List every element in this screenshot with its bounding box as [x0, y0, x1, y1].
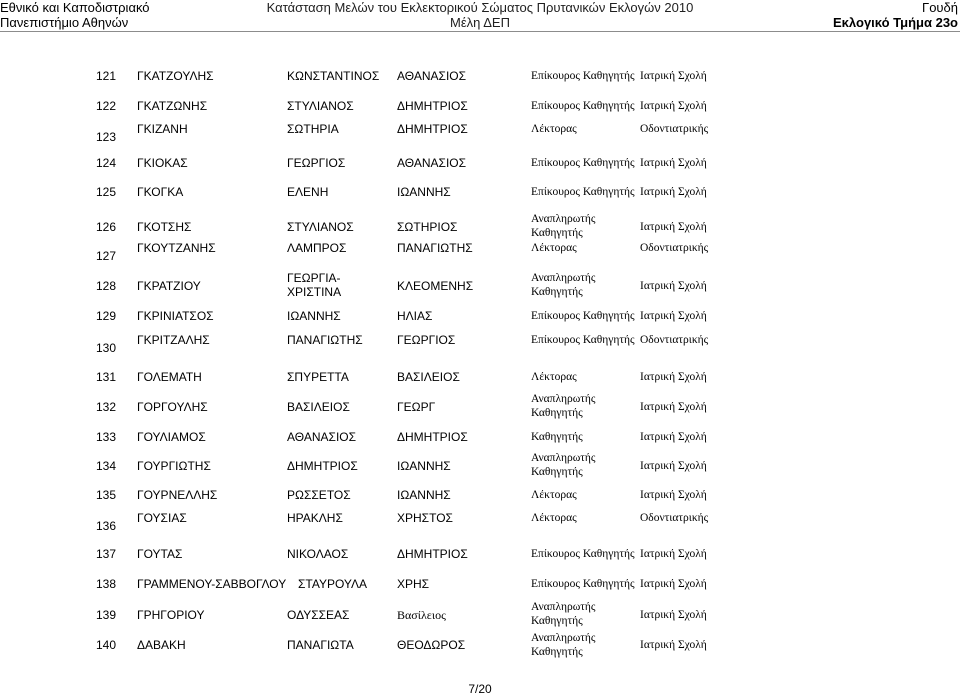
row-number: 138	[96, 577, 117, 591]
row-surname: ΓΚΑΤΖΟΥΛΗΣ	[137, 69, 214, 83]
page-header	[0, 0, 960, 30]
row-school: Ιατρική Σχολή	[640, 310, 707, 322]
row-surname: ΔΑΒΑΚΗ	[137, 638, 186, 652]
row-first-name: ΝΙΚΟΛΑΟΣ	[287, 547, 349, 561]
polling-station	[833, 0, 958, 30]
row-number: 134	[96, 459, 117, 473]
row-school: Ιατρική Σχολή	[640, 280, 707, 292]
row-rank: Επίκουρος Καθηγητής	[531, 100, 635, 112]
row-first-name: ΑΘΑΝΑΣΙΟΣ	[287, 430, 357, 444]
row-rank	[531, 271, 595, 299]
row-first-name: ΓΕΩΡΓΙΟΣ	[287, 156, 346, 170]
row-number: 140	[96, 638, 117, 652]
header-divider	[0, 31, 960, 32]
row-first-name: ΟΔΥΣΣΕΑΣ	[287, 608, 350, 622]
university-name-line1: Εθνικό και Καποδιστριακό	[0, 0, 150, 15]
row-rank: Επίκουρος Καθηγητής	[531, 186, 635, 198]
row-father-name: ΓΕΩΡΓΙΟΣ	[397, 333, 456, 347]
row-father-name: ΒΑΣΙΛΕΙΟΣ	[397, 370, 460, 384]
first-name-line2: ΧΡΙΣΤΙΝΑ	[287, 285, 342, 299]
row-first-name: ΚΩΝΣΤΑΝΤΙΝΟΣ	[287, 69, 380, 83]
row-school: Ιατρική Σχολή	[640, 221, 707, 233]
row-surname: ΓΚΟΤΣΗΣ	[137, 220, 192, 234]
row-first-name: ΙΩΑΝΝΗΣ	[287, 309, 341, 323]
row-surname: ΓΟΥΡΝΕΛΛΗΣ	[137, 488, 218, 502]
row-school: Ιατρική Σχολή	[640, 639, 707, 651]
row-rank: Επίκουρος Καθηγητής	[531, 70, 635, 82]
row-father-name: ΙΩΑΝΝΗΣ	[397, 185, 451, 199]
row-number: 122	[96, 99, 117, 113]
row-number: 127	[96, 249, 117, 263]
row-number: 128	[96, 279, 117, 293]
row-surname: ΓΚΙΟΚΑΣ	[137, 156, 188, 170]
row-school: Οδοντιατρικής	[640, 512, 709, 524]
row-rank	[531, 392, 595, 420]
row-surname: ΓΟΥΣΙΑΣ	[137, 511, 187, 525]
rank-line2: Καθηγητής	[531, 646, 583, 658]
rank-line1: Αναπληρωτής	[531, 632, 596, 644]
rank-line1: Αναπληρωτής	[531, 213, 596, 225]
document-title-line1: Κατάσταση Μελών του Εκλεκτορικού Σώματος Πρυτανικών Εκλογών 2010	[266, 0, 694, 15]
rank-line1: Αναπληρωτής	[531, 601, 596, 613]
row-rank: Λέκτορας	[531, 123, 577, 135]
row-surname: ΓΚΟΓΚΑ	[137, 185, 184, 199]
row-school: Ιατρική Σχολή	[640, 371, 707, 383]
row-father-name: ΚΛΕΟΜΕΝΗΣ	[397, 279, 474, 293]
row-father-name: ΓΕΩΡΓ	[397, 400, 436, 414]
row-surname: ΓΟΥΡΓΙΩΤΗΣ	[137, 459, 211, 473]
row-surname: ΓΟΛΕΜΑΤΗ	[137, 370, 202, 384]
row-first-name: ΛΑΜΠΡΟΣ	[287, 241, 347, 255]
row-number: 133	[96, 430, 117, 444]
row-school: Ιατρική Σχολή	[640, 460, 707, 472]
polling-station-section: Εκλογικό Τμήμα 23ο	[833, 15, 958, 30]
university-name-line2: Πανεπιστήμιο Αθηνών	[0, 15, 129, 30]
row-father-name: ΔΗΜΗΤΡΙΟΣ	[397, 122, 468, 136]
polling-station-location: Γουδή	[922, 0, 958, 15]
row-first-name: ΣΤΑΥΡΟΥΛΑ	[298, 577, 368, 591]
page-number: 7/20	[468, 682, 492, 696]
row-surname: ΓΚΡΑΤΖΙΟΥ	[137, 279, 201, 293]
row-first-name: ΕΛΕΝΗ	[287, 185, 329, 199]
row-father-name: ΧΡΗΣ	[397, 577, 430, 591]
row-father-name: ΑΘΑΝΑΣΙΟΣ	[397, 69, 467, 83]
rank-line2: Καθηγητής	[531, 466, 583, 478]
row-first-name: ΣΠΥΡΕΤΤΑ	[287, 370, 349, 384]
document-title	[0, 0, 960, 30]
row-number: 123	[96, 130, 117, 144]
row-school: Ιατρική Σχολή	[640, 186, 707, 198]
row-first-name: ΗΡΑΚΛΗΣ	[287, 511, 343, 525]
row-surname: ΓΚΟΥΤΖΑΝΗΣ	[137, 241, 216, 255]
row-surname: ΓΟΥΛΙΑΜΟΣ	[137, 430, 206, 444]
row-father-name: ΠΑΝΑΓΙΩΤΗΣ	[397, 241, 473, 255]
row-number: 139	[96, 608, 117, 622]
row-number: 130	[96, 341, 117, 355]
row-first-name: ΠΑΝΑΓΙΩΤΗΣ	[287, 333, 363, 347]
row-father-name: ΑΘΑΝΑΣΙΟΣ	[397, 156, 467, 170]
row-school: Ιατρική Σχολή	[640, 548, 707, 560]
row-surname: ΓΚΑΤΖΩΝΗΣ	[137, 99, 208, 113]
row-number: 125	[96, 185, 117, 199]
row-surname: ΓΚΙΖΑΝΗ	[137, 122, 188, 136]
rank-line2: Καθηγητής	[531, 227, 583, 239]
row-father-name: ΣΩΤΗΡΙΟΣ	[397, 220, 458, 234]
row-school: Οδοντιατρικής	[640, 242, 709, 254]
row-surname: ΓΚΡΙΝΙΑΤΣΟΣ	[137, 309, 214, 323]
row-school: Οδοντιατρικής	[640, 123, 709, 135]
row-surname: ΓΚΡΙΤΖΑΛΗΣ	[137, 333, 210, 347]
row-father-name: ΗΛΙΑΣ	[397, 309, 433, 323]
row-rank: Επίκουρος Καθηγητής	[531, 157, 635, 169]
row-father-name: ΔΗΜΗΤΡΙΟΣ	[397, 430, 468, 444]
row-school: Ιατρική Σχολή	[640, 609, 707, 621]
row-number: 135	[96, 488, 117, 502]
rank-line1: Αναπληρωτής	[531, 452, 596, 464]
row-surname: ΓΟΥΤΑΣ	[137, 547, 183, 561]
row-rank: Επίκουρος Καθηγητής	[531, 578, 635, 590]
row-school: Ιατρική Σχολή	[640, 578, 707, 590]
row-rank: Λέκτορας	[531, 371, 577, 383]
row-father-name: ΔΗΜΗΤΡΙΟΣ	[397, 547, 468, 561]
row-school: Ιατρική Σχολή	[640, 100, 707, 112]
row-school: Ιατρική Σχολή	[640, 489, 707, 501]
row-number: 136	[96, 519, 117, 533]
row-surname: ΓΡΑΜΜΕΝΟΥ-ΣΑΒΒΟΓΛΟΥ	[137, 577, 287, 591]
row-school: Οδοντιατρικής	[640, 334, 709, 346]
row-number: 131	[96, 370, 117, 384]
rank-line2: Καθηγητής	[531, 407, 583, 419]
row-surname: ΓΟΡΓΟΥΛΗΣ	[137, 400, 208, 414]
rank-line1: Αναπληρωτής	[531, 393, 596, 405]
row-rank: Επίκουρος Καθηγητής	[531, 334, 635, 346]
first-name-line1: ΓΕΩΡΓΙΑ-	[287, 271, 341, 285]
row-rank: Λέκτορας	[531, 512, 577, 524]
row-surname: ΓΡΗΓΟΡΙΟΥ	[137, 608, 205, 622]
row-number: 126	[96, 220, 117, 234]
rank-line2: Καθηγητής	[531, 286, 583, 298]
row-number: 129	[96, 309, 117, 323]
row-rank: Λέκτορας	[531, 242, 577, 254]
row-first-name: ΔΗΜΗΤΡΙΟΣ	[287, 459, 358, 473]
row-rank: Επίκουρος Καθηγητής	[531, 310, 635, 322]
row-father-name: ΘΕΟΔΩΡΟΣ	[397, 638, 466, 652]
row-rank	[531, 212, 595, 240]
row-number: 132	[96, 400, 117, 414]
row-first-name: ΠΑΝΑΓΙΩΤΑ	[287, 638, 354, 652]
row-school: Ιατρική Σχολή	[640, 157, 707, 169]
row-first-name: ΣΤΥΛΙΑΝΟΣ	[287, 220, 354, 234]
row-father-name: ΙΩΑΝΝΗΣ	[397, 459, 451, 473]
row-first-name: ΣΤΥΛΙΑΝΟΣ	[287, 99, 354, 113]
row-first-name	[287, 271, 341, 299]
row-school: Ιατρική Σχολή	[640, 70, 707, 82]
row-father-name: Βασίλειος	[397, 608, 446, 622]
rank-line2: Καθηγητής	[531, 615, 583, 627]
row-number: 137	[96, 547, 117, 561]
row-first-name: ΣΩΤΗΡΙΑ	[287, 122, 339, 136]
row-first-name: ΒΑΣΙΛΕΙΟΣ	[287, 400, 350, 414]
row-rank	[531, 451, 595, 479]
document-title-line2: Μέλη ΔΕΠ	[450, 15, 510, 30]
row-rank: Καθηγητής	[531, 431, 583, 443]
row-rank: Λέκτορας	[531, 489, 577, 501]
row-number: 124	[96, 156, 117, 170]
rank-line1: Αναπληρωτής	[531, 272, 596, 284]
row-rank	[531, 600, 595, 628]
row-rank: Επίκουρος Καθηγητής	[531, 548, 635, 560]
row-father-name: ΙΩΑΝΝΗΣ	[397, 488, 451, 502]
row-school: Ιατρική Σχολή	[640, 401, 707, 413]
row-number: 121	[96, 69, 117, 83]
row-first-name: ΡΩΣΣΕΤΟΣ	[287, 488, 351, 502]
row-rank	[531, 631, 595, 659]
row-school: Ιατρική Σχολή	[640, 431, 707, 443]
row-father-name: ΧΡΗΣΤΟΣ	[397, 511, 453, 525]
row-father-name: ΔΗΜΗΤΡΙΟΣ	[397, 99, 468, 113]
